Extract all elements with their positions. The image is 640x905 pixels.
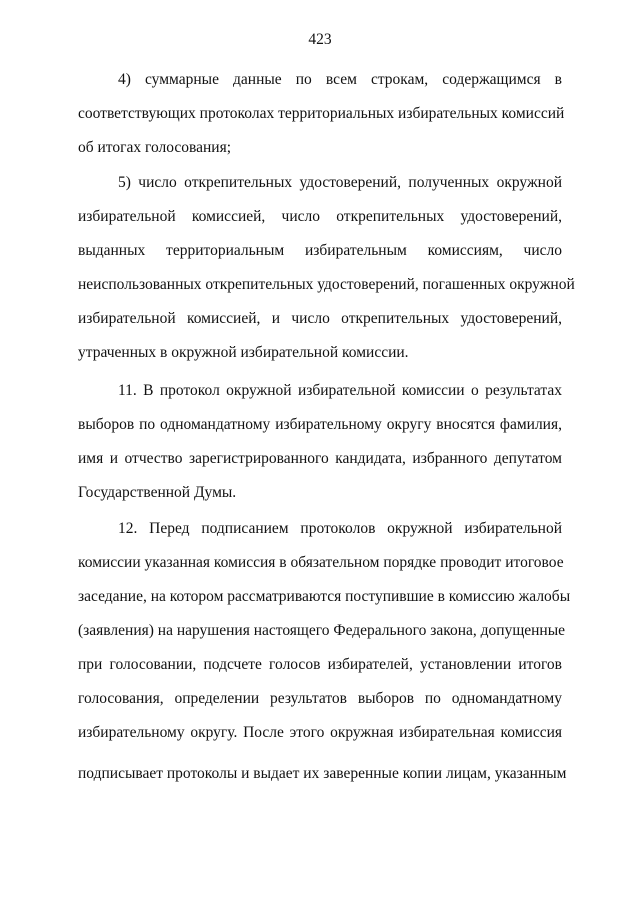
text-line: подписывает протоколы и выдает их заверенные копии лицам, указанным <box>78 765 567 782</box>
text-line: 11. В протокол окружной избирательной комиссии о результатах <box>118 382 562 399</box>
page-number: 423 <box>308 31 332 48</box>
text-line: избирательной комиссией, и число открепительных удостоверений, <box>78 310 562 327</box>
text-line: утраченных в окружной избирательной комиссии. <box>78 344 409 361</box>
text-line: имя и отчество зарегистрированного кандидата, избранного депутатом <box>78 450 562 467</box>
text-line: об итогах голосования; <box>78 139 232 156</box>
text-line: голосования, определении результатов выборов по одномандатному <box>78 690 562 707</box>
text-line: комиссии указанная комиссия в обязательном порядке проводит итоговое <box>78 554 564 571</box>
text-line: заседание, на котором рассматриваются поступившие в комиссию жалобы <box>78 588 571 605</box>
text-line: 5) число открепительных удостоверений, полученных окружной <box>118 174 562 191</box>
text-line: 4) суммарные данные по всем строкам, содержащимся в <box>118 71 562 88</box>
text-line: выданных территориальным избирательным комиссиям, число <box>78 242 562 259</box>
text-line: соответствующих протоколах территориальных избирательных комиссий <box>78 105 565 122</box>
text-line: 12. Перед подписанием протоколов окружной избирательной <box>118 520 562 537</box>
text-line: избирательному округу. После этого окружная избирательная комиссия <box>78 724 562 741</box>
text-line: Государственной Думы. <box>78 484 237 501</box>
text-line: избирательной комиссией, число открепительных удостоверений, <box>78 208 562 225</box>
text-line: (заявления) на нарушения настоящего Федерального закона, допущенные <box>78 622 566 639</box>
text-line: неиспользованных открепительных удостоверений, погашенных окружной <box>78 276 575 293</box>
text-line: при голосовании, подсчете голосов избирателей, установлении итогов <box>78 656 562 673</box>
text-line: выборов по одномандатному избирательному округу вносятся фамилия, <box>78 416 562 433</box>
